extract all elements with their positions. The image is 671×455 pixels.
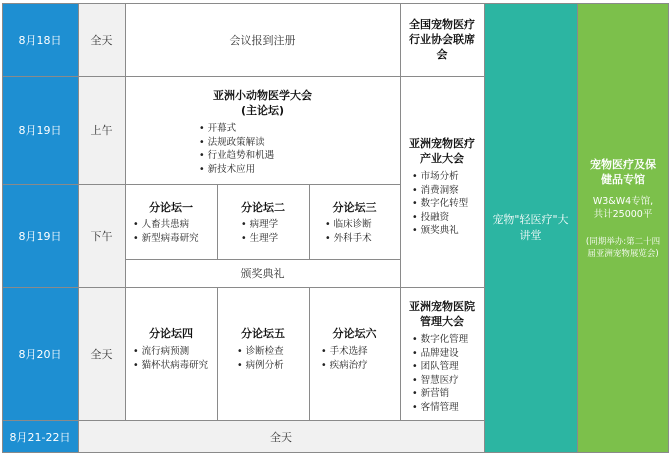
table-border-right — [668, 3, 669, 453]
date-cell — [2, 184, 78, 287]
forum-cell — [125, 184, 217, 259]
list-item: • 手术选择 — [321, 345, 368, 359]
forum-cell — [217, 287, 309, 420]
date-label: 8月19日 — [18, 229, 62, 243]
time-label: 上午 — [90, 124, 113, 137]
congress-title: 亚洲小动物医学大会 — [213, 89, 312, 102]
industry-conf-items — [412, 170, 468, 238]
column-divider — [309, 287, 310, 420]
date-label: 8月21-22日 — [9, 430, 71, 444]
date-label: 8月20日 — [18, 347, 62, 361]
list-item: • 颁奖典礼 — [412, 224, 468, 238]
expo-area: 共计25000平 — [593, 209, 653, 220]
final-row-band — [78, 420, 484, 453]
list-item: • 疾病治疗 — [321, 359, 368, 373]
time-label: 全天 — [90, 347, 113, 361]
registration-cell — [125, 3, 400, 76]
list-item: • 投融资 — [412, 211, 468, 225]
forum-items — [237, 345, 284, 372]
forum-cell — [309, 287, 400, 420]
award-ceremony-label: 颁奖典礼 — [240, 267, 285, 280]
expo-title: 宠物医疗及保健品专馆 — [590, 158, 656, 186]
final-row-label: 全天 — [270, 430, 292, 444]
date-label: 8月19日 — [18, 124, 62, 137]
industry-conf-cell — [400, 76, 484, 287]
forum-title: 分论坛一 — [149, 201, 193, 214]
lecture-title: 宠物"轻医疗"大讲堂 — [492, 213, 569, 242]
column-divider — [217, 287, 218, 420]
award-ceremony-cell — [125, 259, 400, 287]
column-divider — [125, 3, 126, 420]
list-item: • 诊断检查 — [237, 345, 284, 359]
column-divider — [217, 184, 218, 259]
hospital-conf-items — [412, 333, 468, 414]
list-item: • 法规政策解读 — [199, 136, 274, 150]
lecture-column — [484, 3, 577, 453]
row-divider — [2, 76, 484, 77]
main-congress-cell — [125, 76, 400, 184]
list-item: • 新营销 — [412, 387, 468, 401]
time-cell — [78, 76, 125, 184]
list-item: • 客情管理 — [412, 401, 468, 415]
date-cell — [2, 420, 78, 453]
list-item: • 临床诊断 — [325, 218, 372, 232]
list-item: • 团队管理 — [412, 360, 468, 374]
list-item: • 消费洞察 — [412, 184, 468, 198]
expo-hall: W3&W4专馆, — [592, 196, 654, 207]
list-item: • 市场分析 — [412, 170, 468, 184]
forum-title: 分论坛五 — [241, 327, 285, 340]
date-cell — [2, 3, 78, 76]
list-item: • 生理学 — [241, 232, 278, 246]
column-divider — [309, 184, 310, 259]
list-item: • 流行病预测 — [133, 345, 208, 359]
registration-label: 会议报到注册 — [229, 33, 296, 47]
time-label: 下午 — [90, 229, 113, 243]
list-item: • 品牌建设 — [412, 347, 468, 361]
column-divider — [484, 3, 485, 453]
forum-title: 分论坛三 — [332, 201, 377, 214]
list-item: • 外科手术 — [325, 232, 372, 246]
row-divider — [2, 420, 484, 421]
list-item: • 智慧医疗 — [412, 374, 468, 388]
list-item: • 病例分析 — [237, 359, 284, 373]
forum-items — [133, 345, 208, 372]
time-label: 全天 — [90, 33, 113, 47]
column-divider — [400, 3, 401, 420]
hospital-conf-cell — [400, 287, 484, 420]
forum-items — [241, 218, 278, 245]
forum-cell — [217, 184, 309, 259]
forum-cell — [125, 287, 217, 420]
row-divider — [2, 287, 484, 288]
expo-column — [577, 3, 669, 453]
forum-items — [321, 345, 368, 372]
time-cell — [78, 287, 125, 420]
forum-title: 分论坛六 — [332, 327, 377, 340]
joint-meeting-cell — [400, 3, 484, 76]
list-item: • 数字化转型 — [412, 197, 468, 211]
date-cell — [2, 76, 78, 184]
list-item: • 新型病毒研究 — [133, 232, 199, 246]
list-item: • 开幕式 — [199, 122, 274, 136]
forum-items — [325, 218, 372, 245]
congress-subtitle: (主论坛) — [240, 104, 285, 117]
forum-items — [133, 218, 199, 245]
date-cell — [2, 287, 78, 420]
date-label: 8月18日 — [18, 33, 62, 47]
table-border-left — [2, 3, 3, 453]
list-item: • 人畜共患病 — [133, 218, 199, 232]
list-item: • 病理学 — [241, 218, 278, 232]
row-divider — [125, 259, 400, 260]
list-item: • 猫杯状病毒研究 — [133, 359, 208, 373]
forum-cell — [309, 184, 400, 259]
row-divider — [2, 184, 400, 185]
list-item: • 数字化管理 — [412, 333, 468, 347]
column-divider — [577, 3, 578, 453]
forum-title: 分论坛二 — [241, 201, 285, 214]
list-item: • 新技术应用 — [199, 163, 274, 177]
hospital-conf-title: 亚洲宠物医院管理大会 — [409, 300, 475, 328]
joint-meeting-title: 全国宠物医疗行业协会联席会 — [409, 18, 475, 61]
time-cell — [78, 3, 125, 76]
table-border-bottom — [2, 452, 669, 453]
expo-note: (同期举办:第二十四届亚洲宠物展览会) — [585, 237, 661, 259]
forum-title: 分论坛四 — [149, 327, 193, 340]
table-border-top — [2, 3, 669, 4]
time-cell — [78, 184, 125, 287]
column-divider — [78, 3, 79, 453]
list-item: • 行业趋势和机遇 — [199, 149, 274, 163]
congress-items — [199, 122, 274, 176]
industry-conf-title: 亚洲宠物医疗产业大会 — [409, 137, 475, 165]
